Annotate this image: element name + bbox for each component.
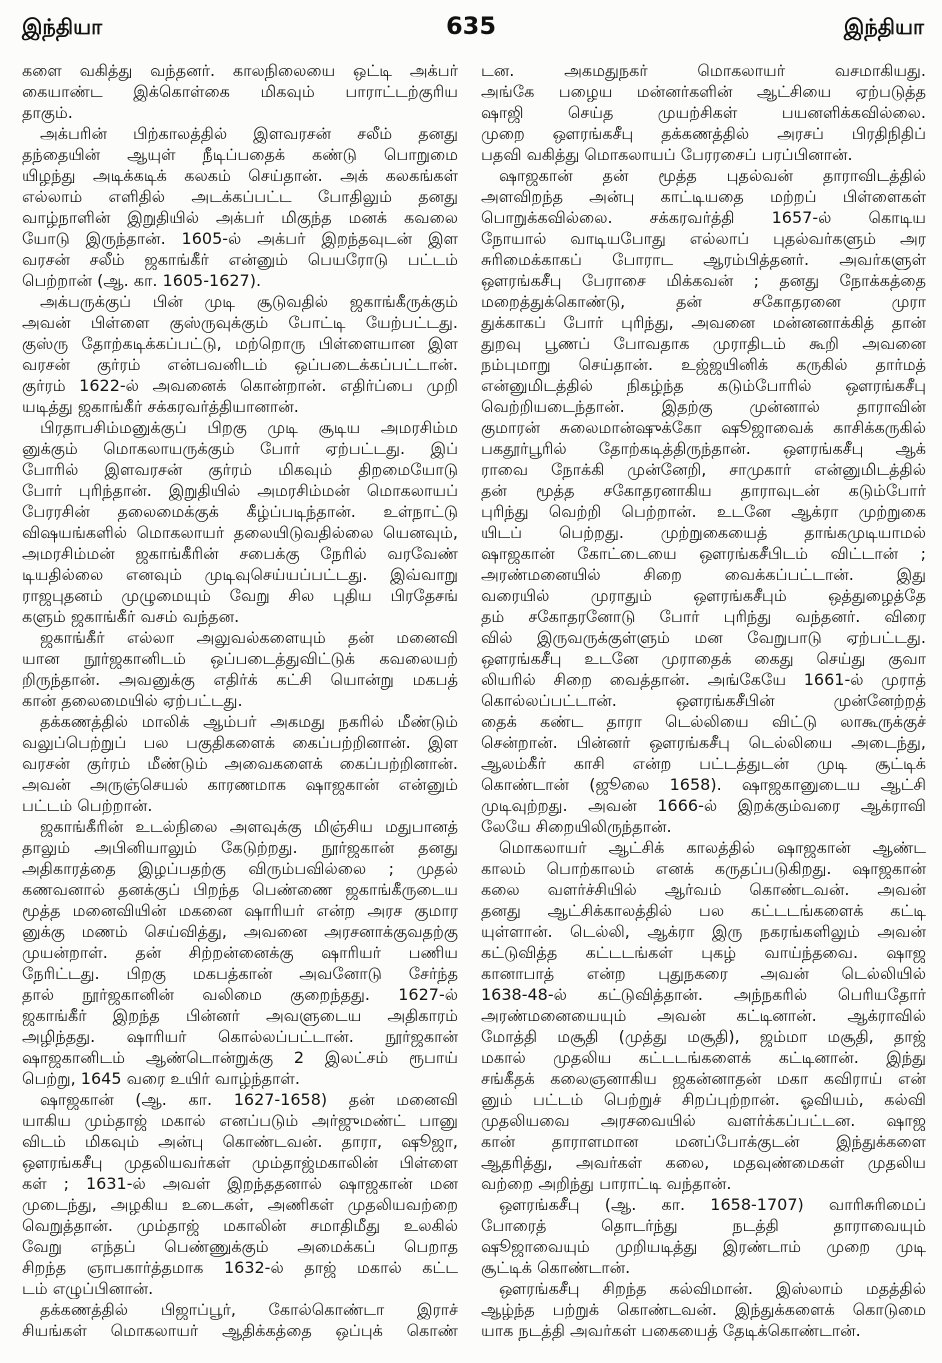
- text-line: மொகலாயர் ஆட்சிக் காலத்தில் ஷாஜகான் ஆண்ட: [499, 838, 926, 857]
- text-line: காலம் பொற்காலம் எனக் கருதப்படுகிறது. ஷாஜகான்: [481, 859, 926, 878]
- text-line: சென்றான். பின்னர் ஔரங்கசீபு டெல்லியை அடைந்து,: [481, 733, 926, 752]
- text-line: சிறந்த ஞாபகார்த்தமாக 1632-ல் தாஜ் மகால் கட்ட: [22, 1258, 458, 1277]
- text-line: முடிவுற்றது. அவன் 1666-ல் இறக்கும்வரை ஆக்ராவி: [481, 796, 926, 815]
- paragraph: [22, 816, 458, 1089]
- text-line: தாலும் அபினியாலும் கேடுற்றது. நூர்ஜகான் தனது: [22, 838, 458, 857]
- text-line: மூத்த மனைவியின் மகனை ஷாரியர் என்ற அரச குமார: [22, 901, 458, 920]
- text-line: விடம் மிகவும் அன்பு கொண்டவன். தாரா, ஷூஜா,: [22, 1132, 458, 1151]
- text-line: அழிந்தது. ஷாரியர் கொல்லப்பட்டான். நூர்ஜகான்: [22, 1027, 458, 1046]
- text-line: வலுப்பெற்றுப் பல பகுதிகளைக் கைப்பற்றினான். இள: [22, 733, 458, 752]
- text-line: யோடு இருந்தான். 1605-ல் அக்பர் இறந்தவுடன் இள: [22, 229, 458, 248]
- text-line: வெற்றியடைந்தான். இதற்கு முன்னால் தாராவின்: [481, 397, 926, 416]
- text-line: வேறு எந்தப் பெண்ணுக்கும் அமைக்கப் பெறாத: [22, 1237, 458, 1256]
- text-line: தாகும்.: [22, 103, 73, 122]
- text-line: தனது ஆட்சிக்காலத்தில் பல கட்டடங்களைக் கட்டி: [481, 901, 926, 920]
- paragraph: [22, 291, 458, 417]
- text-line: ஷூஜாவையும் முறியடித்து இரண்டாம் முறை முடி: [481, 1237, 926, 1256]
- text-line: போரைத் தொடர்ந்து நடத்தி தாராவையும்: [481, 1216, 926, 1235]
- text-line: கான் தலைமையில் ஏற்பட்டது.: [22, 691, 243, 710]
- text-line: முதலியவை அரசவையில் வளர்க்கப்பட்டன. ஷாஜ: [481, 1111, 926, 1130]
- text-line: கான் தாராளமான மனப்போக்குடன் இந்துக்களை: [481, 1132, 926, 1151]
- text-line: அதிகாரத்தை இழப்பதற்கு விரும்பவில்லை ; முதல்: [22, 859, 458, 878]
- text-line: ஆலம்கீர் காசி என்ற பட்டத்துடன் முடி சூட்டிக்: [481, 754, 926, 773]
- text-line: தந்தையின் ஆயுள் நீடிப்பதைக் கண்டு பொறுமை: [22, 145, 458, 164]
- text-line: யாக நடத்தி அவர்கள் பகையைத் தேடிக்கொண்டான்.: [481, 1321, 861, 1340]
- text-line: முறை ஔரங்கசீபு தக்கணத்தில் அரசப் பிரதிநிதிப்: [481, 124, 926, 143]
- text-line: கானாபாத் என்ற புதுநகரை அவன் டெல்லியில்: [481, 964, 926, 983]
- text-line: வற்றை அறிந்து பாராட்டி வந்தான்.: [481, 1174, 732, 1193]
- text-line: டியதில்லை எனவும் முடிவுசெய்யப்பட்டது. இவ்வாறு: [22, 565, 458, 584]
- text-line: கணவனால் தனக்குப் பிறந்த பெண்ணை ஜகாங்கீருடைய: [22, 880, 458, 899]
- text-line: பெற்று, 1645 வரை உயிர் வாழ்ந்தாள்.: [22, 1069, 300, 1088]
- text-line: தம் சகோதரனோடு போர் புரிந்து வந்தனர். விரை: [481, 607, 926, 626]
- text-line: யிடப் பெற்றது. முற்றுகையைத் தாங்கமுடியாமல்: [481, 523, 926, 542]
- text-line: சியங்கள் மொகலாயர் ஆதிக்கத்தை ஒப்புக் கொண்: [22, 1321, 458, 1340]
- text-line: அரண்மனையையும் அவன் கட்டினான். ஆக்ராவில்: [481, 1006, 926, 1025]
- text-line: முடைந்து, அழகிய உடைகள், அணிகள் முதலியவற்றை: [22, 1195, 458, 1214]
- text-line: மோத்தி மசூதி (முத்து மசூதி), ஜம்மா மசூதி, தாஜ்: [481, 1027, 926, 1046]
- text-line: தன் மூத்த சகோதரனாகிய தாராவுடன் கடும்போர்: [481, 481, 926, 500]
- text-line: துக்காகப் போர் புரிந்து, அவனை மன்னனாக்கித் தான்: [481, 313, 926, 332]
- text-line: வரையில் முராதும் ஔரங்கசீபும் ஒத்துழைத்தே: [481, 586, 926, 605]
- text-line: சுரிமைக்காகப் போராட ஆரம்பித்தனர். அவர்களுள்: [481, 250, 926, 269]
- text-line: தக்கணத்தில் பிஜாப்பூர், கோல்கொண்டா இராச்: [40, 1300, 458, 1319]
- text-line: லேயே சிறையிலிருந்தான்.: [481, 817, 672, 836]
- text-line: யாகிய மும்தாஜ் மகால் எனப்படும் அர்ஜுமண்ட் பானு: [22, 1111, 458, 1130]
- running-title-right: இந்தியா: [843, 15, 924, 39]
- text-line: னுக்கும் மொகலாயருக்கும் போர் ஏற்பட்டது. இப்: [22, 439, 458, 458]
- text-line: விஷயங்களில் மொகலாயர் தலையிடுவதில்லை யெனவும்,: [22, 523, 458, 542]
- text-line: ராவை நோக்கி முன்னேறி, சாமுகார் என்னுமிடத்தில்: [481, 460, 926, 479]
- text-line: 1638-48-ல் கட்டுவித்தான். அந்நகரில் பெரியதோர்: [481, 985, 926, 1004]
- paragraph: [481, 837, 926, 1194]
- text-line: போரில் இளவரசன் குர்ரம் மிகவும் திறமையோடு: [22, 460, 458, 479]
- text-line: வாழ்நாளின் இறுதியில் அக்பர் மிகுந்த மனக் கவலை: [22, 208, 458, 227]
- text-line: கையாண்ட இக்கொள்கை மிகவும் பாராட்டற்குரிய: [22, 82, 458, 101]
- text-line: ஆதரித்து, அவர்கள் கலை, மதவுண்மைகள் முதலிய: [481, 1153, 926, 1172]
- paragraph: [22, 627, 458, 711]
- text-line: ஔரங்கசீபு முதலியவர்கள் மும்தாஜ்மகாலின் பிள்ளை: [22, 1153, 458, 1172]
- page-number: 635: [445, 12, 497, 40]
- text-line: பிரதாபசிம்மனுக்குப் பிறகு முடி சூடிய அமரசிம்ம: [40, 418, 458, 437]
- text-line: ஷாஜி செய்த முயற்சிகள் பயனளிக்கவில்லை.: [481, 103, 926, 122]
- text-line: பெற்றான் (ஆ. கா. 1605-1627).: [22, 271, 262, 290]
- text-line: வில் இருவருக்குள்ளும் மன வேறுபாடு ஏற்பட்டது.: [481, 628, 926, 647]
- right-column: [481, 60, 926, 1341]
- text-line: ஔரங்கசீபு உடனே முராதைக் கைது செய்து குவா: [481, 649, 926, 668]
- text-line: யுள்ளான். டெல்லி, ஆக்ரா இரு நகரங்களிலும் அவன்: [481, 922, 926, 941]
- text-line: பகதூர்பூரில் தோற்கடித்திருந்தான். ஔரங்கசீபு ஆக்: [481, 439, 926, 458]
- text-line: பட்டம் பெற்றான்.: [22, 796, 153, 815]
- text-line: யடித்து ஜகாங்கீர் சக்கரவர்த்தியானான்.: [22, 397, 299, 416]
- text-line: ஔரங்கசீபு பேராசை மிக்கவன் ; தனது நோக்கத்தை: [481, 271, 926, 290]
- text-line: ஷாஜகானிடம் ஆண்டொன்றுக்கு 2 இலட்சம் ரூபாய்: [22, 1048, 458, 1067]
- text-line: ஜகாங்கீர் இறந்த பின்னர் அவளுடைய அதிகாரம்: [22, 1006, 458, 1025]
- text-line: குர்ரம் 1622-ல் அவனைக் கொன்றான். எதிர்ப்பை முறி: [22, 376, 458, 395]
- text-line: வரசன் சலீம் ஜகாங்கீர் என்னும் பெயரோடு பட்டம்: [22, 250, 458, 269]
- text-line: ஷாஜகான் (ஆ. கா. 1627-1658) தன் மனைவி: [40, 1090, 458, 1109]
- paragraph: [481, 1194, 926, 1278]
- text-line: ஜகாங்கீரின் உடல்நிலை அளவுக்கு மிஞ்சிய மதுபானத்: [40, 817, 458, 836]
- text-line: லியரில் சிறை வைத்தான். அங்கேயே 1661-ல் முராத்: [481, 670, 926, 689]
- text-line: சூட்டிக் கொண்டான்.: [481, 1258, 631, 1277]
- text-line: ஆழ்ந்த பற்றுக் கொண்டவன். இந்துக்களைக் கொடுமை: [481, 1300, 926, 1319]
- text-line: னுக்கு மணம் செய்வித்து, அவனை அரசனாக்குவதற்கு: [22, 922, 458, 941]
- text-line: டன. அகமதுநகர் மொகலாயர் வசமாகியது.: [481, 61, 926, 80]
- text-line: துறவு பூணப் போவதாக முராதிடம் கூறி அவனை: [481, 334, 926, 353]
- text-line: கட்டுவித்த கட்டடங்கள் புகழ் வாய்ந்தவை. ஷாஜ: [481, 943, 926, 962]
- text-line: கொண்டான் (ஜூலை 1658). ஷாஜகானுடைய ஆட்சி: [481, 775, 926, 794]
- text-line: போர் புரிந்தான். இறுதியில் அமரசிம்மன் மொகலாயப்: [22, 481, 458, 500]
- text-line: ஷாஜகான் கோட்டையை ஔரங்கசீபிடம் விட்டான் ;: [481, 544, 926, 563]
- text-line: யான நூர்ஜகானிடம் ஒப்படைத்துவிட்டுக் கவலையற்: [22, 649, 458, 668]
- text-line: நோயால் வாடியபோது எல்லாப் புதல்வர்களும் அர: [481, 229, 926, 248]
- text-line: புரிந்து வெற்றி பெற்றான். உடனே ஆக்ரா முற்றுகை: [481, 502, 926, 521]
- text-line: வரசன் குர்ரம் என்பவனிடம் ஒப்படைக்கப்பட்டான்.: [22, 355, 458, 374]
- text-line: எல்லாம் எளிதில் அடக்கப்பட்ட போதிலும் தனது: [22, 187, 458, 206]
- text-line: அளவிறந்த அன்பு காட்டியதை மற்றப் பிள்ளைகள்: [481, 187, 926, 206]
- text-line: அவன் பிள்ளை குஸ்ருவுக்கும் போட்டி யேற்பட்டது.: [22, 313, 458, 332]
- text-line: முயன்றாள். தன் சிற்றன்னைக்கு ஷாரியர் பணிய: [22, 943, 458, 962]
- left-column: [22, 60, 458, 1341]
- paragraph: [22, 123, 458, 291]
- text-line: நம்புமாறு செய்தான். உஜ்ஜயினிக் கருகில் தார்மத்: [481, 355, 926, 374]
- paragraph: [22, 711, 458, 816]
- text-line: அமரசிம்மன் ஜகாங்கீரின் சபைக்கு நேரில் வரவேண்: [22, 544, 458, 563]
- text-line: அரண்மனையில் சிறை வைக்கப்பட்டான். இது: [481, 565, 926, 584]
- paragraph: [22, 60, 458, 123]
- text-line: பொறுக்கவில்லை. சக்கரவர்த்தி 1657-ல் கொடிய: [481, 208, 926, 227]
- text-line: ஷாஜகான் தன் மூத்த புதல்வன் தாராவிடத்தில்: [499, 166, 926, 185]
- text-line: நேரிட்டது. பிறகு மகபத்கான் அவனோடு சேர்ந்த: [22, 964, 458, 983]
- text-line: டம் எழுப்பினான்.: [22, 1279, 154, 1298]
- paragraph: [22, 1299, 458, 1341]
- text-line: ராஜபுதனம் முழுமையும் வேறு சில புதிய பிரதேசங்: [22, 586, 458, 605]
- text-line: தைக் கண்ட தாரா டெல்லியை விட்டு லாகூருக்குச்: [481, 712, 926, 731]
- text-line: மறைத்துக்கொண்டு, தன் சகோதரனை முரா: [481, 292, 926, 311]
- text-line: அவன் அருஞ்செயல் காரணமாக ஷாஜகான் என்னும்: [22, 775, 458, 794]
- paragraph: [481, 165, 926, 837]
- text-line: தால் நூர்ஜகானின் வலிமை குறைந்தது. 1627-ல்: [22, 985, 458, 1004]
- text-line: அக்பருக்குப் பின் முடி சூடுவதில் ஜகாங்கீருக்கும்: [40, 292, 458, 311]
- text-line: சங்கீதக் கலைஞனாகிய ஜகன்னாதன் மகா கவிராய் என்: [481, 1069, 926, 1088]
- text-line: களும் ஜகாங்கீர் வசம் வந்தன.: [22, 607, 240, 626]
- text-line: கலை வளர்ச்சியில் ஆர்வம் கொண்டவன். அவன்: [481, 880, 926, 899]
- text-line: யிழந்து அடிக்கடிக் கலகம் செய்தான். அக் கலகங்கள்: [22, 166, 458, 185]
- text-line: பதவி வகித்து மொகலாயப் பேரரசைப் பரப்பினான்.: [481, 145, 853, 164]
- text-line: மகால் முதலிய கட்டடங்களைக் கட்டினான். இந்து: [481, 1048, 926, 1067]
- text-line: குஸ்ரு தோற்கடிக்கப்பட்டு, மற்றொரு பிள்ளையான இள: [22, 334, 458, 353]
- text-line: தக்கணத்தில் மாலிக் ஆம்பர் அகமது நகரில் மீண்டும்: [40, 712, 458, 731]
- text-line: வெறுத்தான். மும்தாஜ் மகாலின் சமாதிமீது உலகில்: [22, 1216, 458, 1235]
- text-line: குமாரன் சுலைமான்ஷுக்கோ ஷூஜாவைக் காசிக்கருகில்: [481, 418, 926, 437]
- text-line: என்னுமிடத்தில் நிகழ்ந்த கடும்போரில் ஔரங்கசீபு: [481, 376, 926, 395]
- text-line: ஔரங்கசீபு சிறந்த கல்விமான். இஸ்லாம் மதத்தில்: [499, 1279, 926, 1298]
- paragraph: [22, 417, 458, 627]
- text-line: வரசன் குர்ரம் மீண்டும் அவைகளைக் கைப்பற்றினான்.: [22, 754, 458, 773]
- text-line: ஔரங்கசீபு (ஆ. கா. 1658-1707) வாரிசுரிமைப்: [499, 1195, 926, 1214]
- text-line: கொல்லப்பட்டான். ஔரங்கசீபின் முன்னேற்றத்: [481, 691, 926, 710]
- text-line: றிருந்தான். அவனுக்கு எதிர்க் கட்சி யொன்று மகபத்: [22, 670, 458, 689]
- text-line: அங்கே பழைய மன்னர்களின் ஆட்சியை ஏற்படுத்த: [481, 82, 926, 101]
- text-line: களை வகித்து வந்தனர். காலநிலையை ஒட்டி அக்பர்: [22, 61, 458, 80]
- paragraph: [481, 60, 926, 165]
- paragraph: [22, 1089, 458, 1299]
- text-line: பேரரசின் தலைமைக்குக் கீழ்ப்படிந்தான். உள்நாட்டு: [22, 502, 458, 521]
- text-line: னும் பட்டம் பெற்றுச் சிறப்புற்றான். ஓவியம், கல்வி: [481, 1090, 926, 1109]
- text-line: அக்பரின் பிற்காலத்தில் இளவரசன் சலீம் தனது: [40, 124, 458, 143]
- paragraph: [481, 1278, 926, 1341]
- text-line: ஜகாங்கீர் எல்லா அலுவல்களையும் தன் மனைவி: [40, 628, 458, 647]
- text-line: கள் ; 1631-ல் அவள் இறந்ததனால் ஷாஜகான் மன: [22, 1174, 458, 1193]
- running-title-left: இந்தியா: [22, 15, 103, 39]
